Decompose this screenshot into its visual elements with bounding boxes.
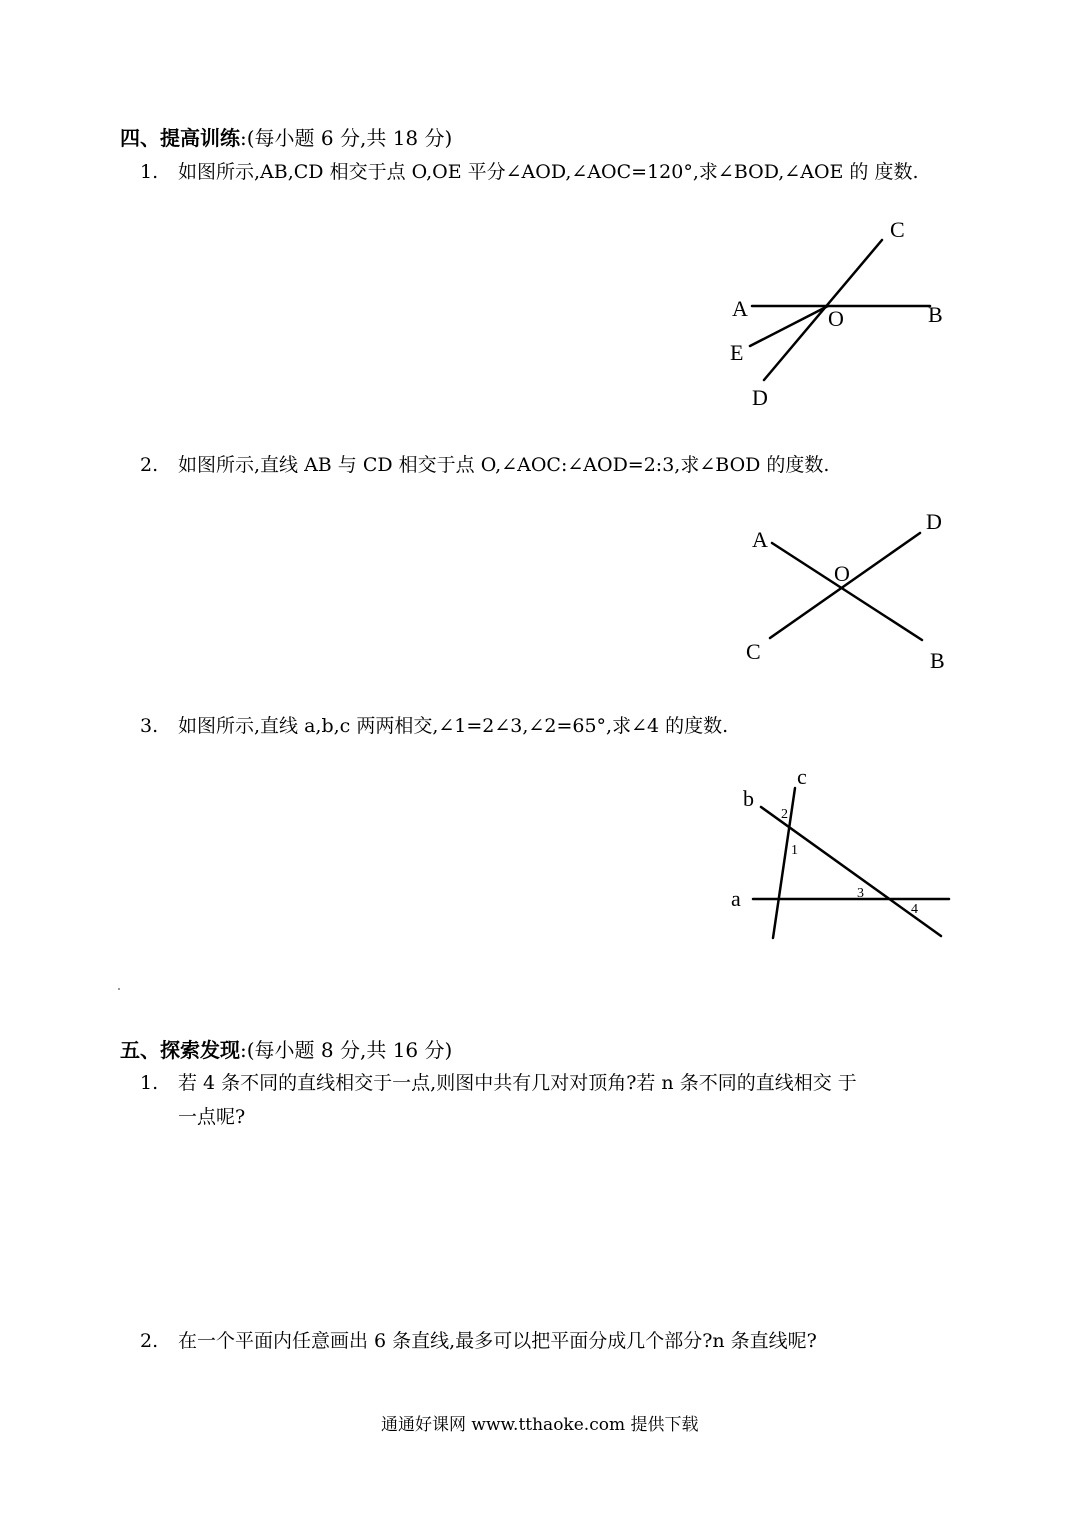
question-number: 3. [140,715,159,737]
line-cd [764,240,882,380]
question-4-3 [140,711,728,738]
label-a: A [732,296,748,321]
line-ab [772,543,922,640]
label-a: A [752,527,768,552]
ray-oe [750,306,828,346]
label-c: C [890,217,905,242]
section-4-heading [120,122,452,151]
question-text-line-1: 若 4 条不同的直线相交于一点,则图中共有几对对顶角?若 n 条不同的直线相交 于 [178,1072,857,1094]
label-c: C [746,639,761,664]
label-c: c [797,764,807,789]
figure-2-diagram [740,505,960,680]
question-text: 如图所示,直线 a,b,c 两两相交,∠1=2∠3,∠2=65°,求∠4 的度数. [178,715,729,737]
question-number: 2. [140,454,159,476]
label-b: B [928,302,943,327]
label-a: a [731,886,741,911]
figure-1-diagram [720,210,960,410]
section-5-title: 五、探索发现 [120,1038,240,1062]
section-4-note: :(每小题 6 分,共 18 分) [240,126,453,150]
angle-label-4: 4 [911,902,918,917]
question-text: 如图所示,AB,CD 相交于点 O,OE 平分∠AOD,∠AOC=120°,求∠BOD,∠AOE 的 度数. [178,161,919,183]
label-d: D [752,385,768,410]
question-text: 如图所示,直线 AB 与 CD 相交于点 O,∠AOC:∠AOD=2:3,求∠BOD 的度数. [178,454,830,476]
label-e: E [730,340,744,365]
stray-dot [118,988,120,990]
question-4-2 [140,450,829,477]
label-b: B [930,648,945,673]
angle-label-2: 2 [781,807,788,822]
label-d: D [926,509,942,534]
question-5-1-continuation [178,1102,245,1129]
section-4-title: 四、提高训练 [120,126,240,150]
angle-label-1: 1 [791,843,798,858]
question-5-2 [140,1326,817,1353]
question-5-1 [140,1068,857,1095]
question-number: 1. [140,1072,159,1094]
section-5-heading [120,1034,452,1063]
question-text-line-2: 一点呢? [178,1106,246,1128]
section-5-note: :(每小题 8 分,共 16 分) [240,1038,453,1062]
page-footer: 通通好课网 www.tthaoke.com 提供下载 [381,1415,699,1435]
label-b: b [743,786,754,811]
label-o: O [834,561,850,586]
question-number: 1. [140,161,159,183]
question-4-1 [140,157,919,184]
question-text: 在一个平面内任意画出 6 条直线,最多可以把平面分成几个部分?n 条直线呢? [178,1330,817,1352]
label-o: O [828,306,844,331]
figure-3-diagram [725,760,965,950]
question-number: 2. [140,1330,159,1352]
angle-label-3: 3 [857,886,864,901]
